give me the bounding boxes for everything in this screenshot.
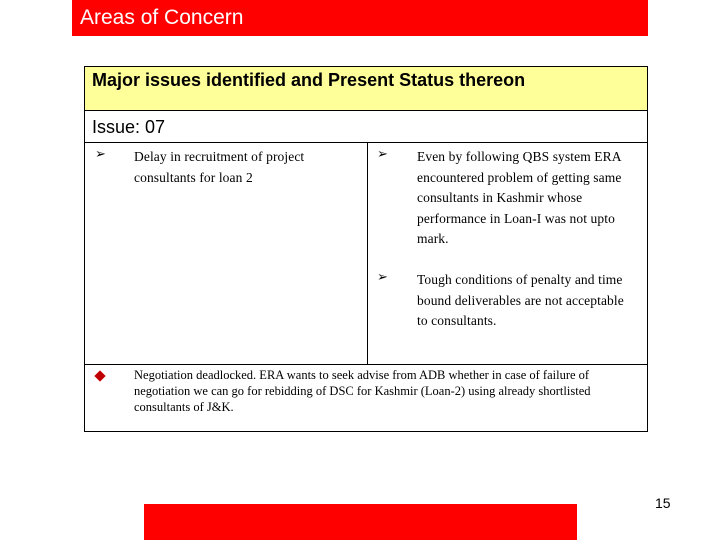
arrow-bullet-icon: ➢ <box>377 270 388 285</box>
diamond-bullet-icon <box>94 370 105 381</box>
arrow-bullet-icon: ➢ <box>95 147 106 162</box>
left-point: Delay in recruitment of project consultants for loan 2 <box>134 149 305 185</box>
row-divider <box>85 364 647 365</box>
negotiation-note: Negotiation deadlocked. ERA wants to seek advise from ADB whether in case of failure of negotiation we can go for rebidding of DSC for Kashmir (Loan-2) using already shortlisted consultants of J&K. <box>134 368 591 414</box>
column-divider <box>367 143 368 365</box>
slide-title: Areas of Concern <box>80 6 244 29</box>
right-point-1: Even by following QBS system ERA encountered problem of getting same consultants in Kashmir whose performance in Loan-I was not upto mark. <box>417 149 622 246</box>
bottom-accent-bar <box>144 504 577 540</box>
page-number: 15 <box>655 495 671 511</box>
title-bar <box>72 0 648 36</box>
issue-label: Issue: 07 <box>92 117 166 137</box>
issue-row <box>85 111 647 143</box>
table-header: Major issues identified and Present Status thereon <box>92 70 526 90</box>
right-point-2: Tough conditions of penalty and time bound deliverables are not acceptable to consultants. <box>417 272 624 328</box>
arrow-bullet-icon: ➢ <box>377 147 388 162</box>
table-header-row <box>85 67 647 111</box>
issue-table <box>84 66 648 432</box>
